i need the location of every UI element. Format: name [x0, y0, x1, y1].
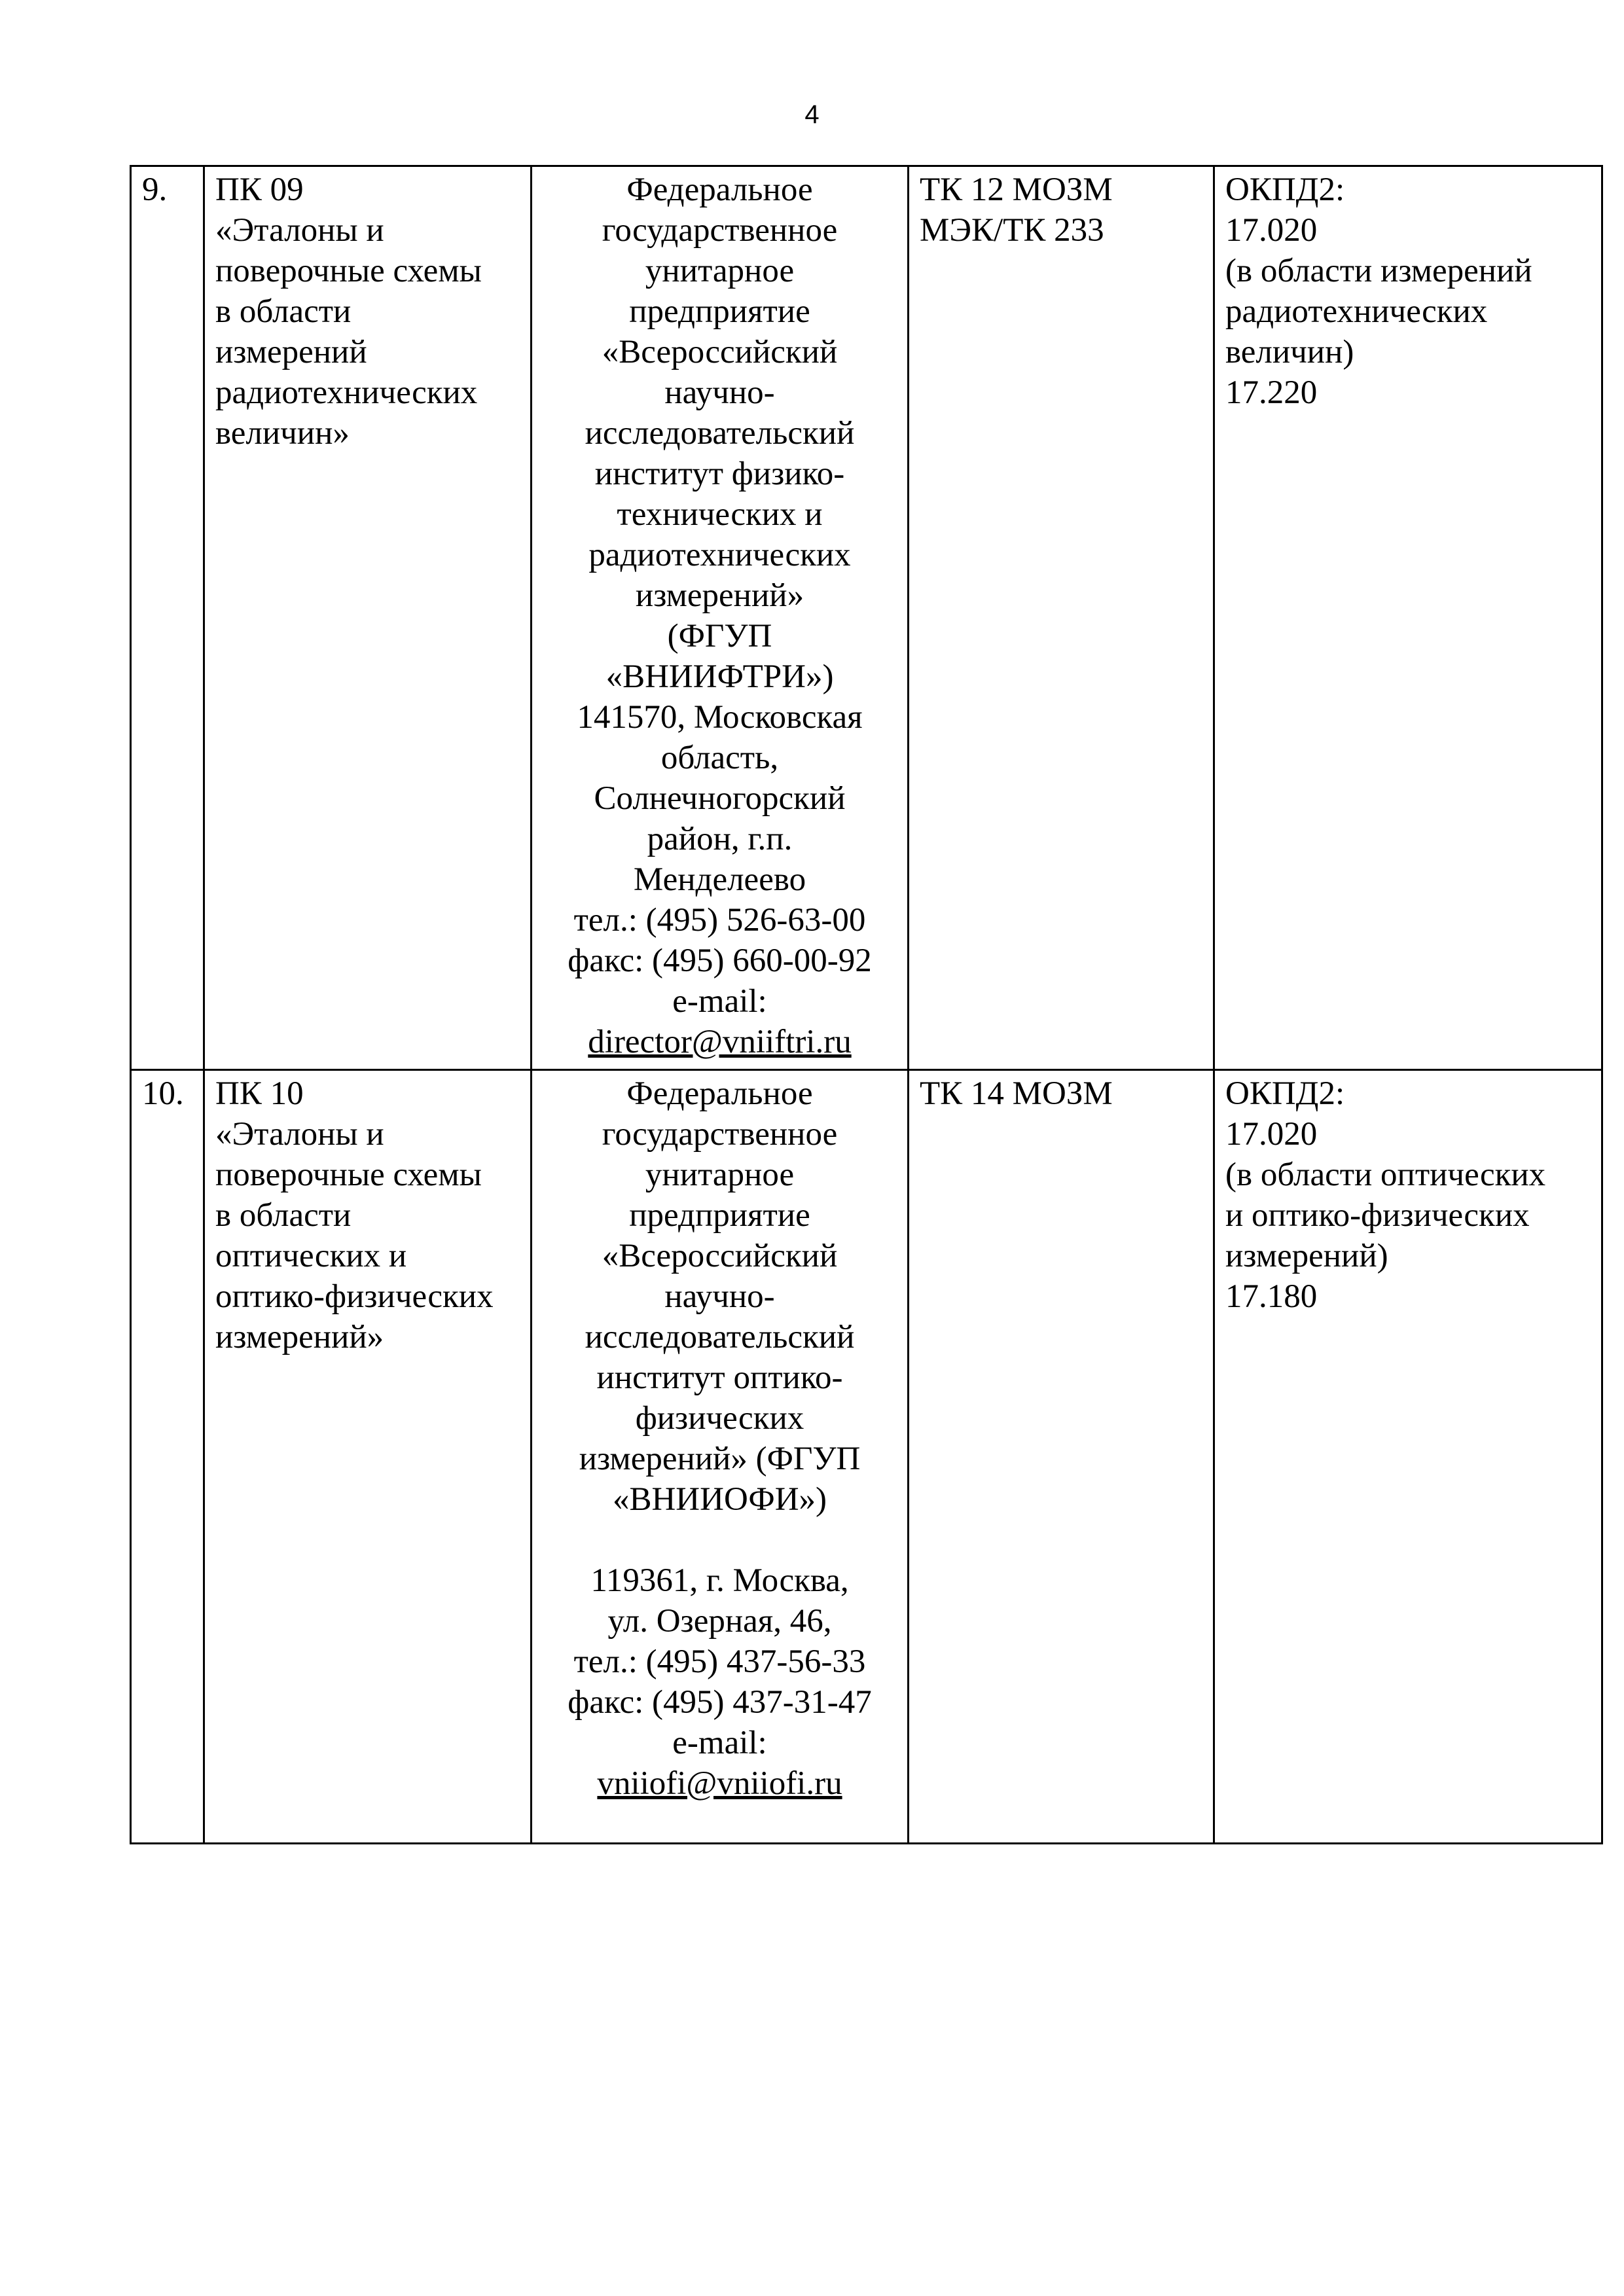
org-address-line: Менделеево	[633, 861, 806, 898]
org-line: научно-	[664, 1278, 775, 1315]
table-row	[131, 1070, 1602, 1844]
org-line: технических и	[617, 496, 823, 533]
committee-title-line: «Эталоны и	[215, 212, 384, 249]
org-address-line: район, г.п.	[647, 821, 793, 857]
org-fax: факс: (495) 437-31-47	[568, 1684, 872, 1721]
org-line: «ВНИИОФИ»)	[612, 1481, 827, 1518]
technical-committee-cell	[909, 166, 1214, 1070]
org-line: государственное	[602, 1116, 838, 1153]
okpd-line: измерений)	[1225, 1238, 1388, 1274]
committee-cell	[204, 166, 532, 1070]
committee-title-line: в области	[215, 293, 352, 330]
tk-line: МЭК/ТК 233	[920, 212, 1104, 249]
org-line: Федеральное	[626, 171, 813, 208]
org-line: предприятие	[629, 293, 810, 330]
tk-line: ТК 14 МОЗМ	[920, 1075, 1113, 1112]
committee-code: ПК 10	[215, 1075, 304, 1112]
org-line: измерений»	[635, 577, 804, 614]
okpd-line: (в области измерений	[1225, 253, 1532, 289]
org-line: предприятие	[629, 1197, 810, 1234]
committee-title-line: в области	[215, 1197, 352, 1234]
okpd-line: ОКПД2:	[1225, 171, 1345, 208]
org-line: унитарное	[645, 1157, 795, 1193]
committee-title-line: «Эталоны и	[215, 1116, 384, 1153]
org-line: институт оптико-	[596, 1359, 843, 1396]
technical-committee-cell	[909, 1070, 1214, 1844]
org-line: физических	[635, 1400, 804, 1437]
org-email-link[interactable]: director@vniiftri.ru	[588, 1024, 852, 1060]
org-line: научно-	[664, 374, 775, 411]
committee-title-line: радиотехнических	[215, 374, 478, 411]
org-line: «Всероссийский	[602, 334, 838, 370]
org-email-link[interactable]: vniiofi@vniiofi.ru	[597, 1765, 842, 1802]
committee-title-line: измерений	[215, 334, 367, 370]
blank-line	[543, 1520, 897, 1560]
org-line: унитарное	[645, 253, 795, 289]
org-line: «ВНИИФТРИ»)	[605, 658, 834, 695]
org-line: измерений» (ФГУП	[579, 1441, 861, 1477]
org-phone: тел.: (495) 526-63-00	[573, 902, 866, 939]
tk-line: ТК 12 МОЗМ	[920, 171, 1113, 208]
row-number: 9.	[142, 171, 168, 208]
okpd-line: величин)	[1225, 334, 1354, 370]
org-line: (ФГУП	[667, 618, 772, 655]
okpd-line: (в области оптических	[1225, 1157, 1546, 1193]
committee-title-line: поверочные схемы	[215, 1157, 482, 1193]
org-address-line: область,	[660, 740, 779, 776]
okpd-cell	[1214, 166, 1602, 1070]
organization-cell	[532, 166, 909, 1070]
okpd-line: 17.020	[1225, 212, 1318, 249]
okpd-line: и оптико-физических	[1225, 1197, 1530, 1234]
org-line: исследовательский	[585, 1319, 855, 1355]
committee-title-line: оптических и	[215, 1238, 407, 1274]
org-email-label: e-mail:	[672, 1725, 767, 1761]
table-row	[131, 166, 1602, 1070]
row-number-cell	[131, 166, 204, 1070]
org-line: государственное	[602, 212, 838, 249]
organization-cell	[532, 1070, 909, 1844]
org-address-line: Солнечногорский	[594, 780, 846, 817]
okpd-line: 17.020	[1225, 1116, 1318, 1153]
committee-title-line: поверочные схемы	[215, 253, 482, 289]
org-email-label: e-mail:	[672, 983, 767, 1020]
committee-code: ПК 09	[215, 171, 304, 208]
org-address-line: 119361, г. Москва,	[590, 1562, 849, 1599]
committee-title-line: измерений»	[215, 1319, 384, 1355]
org-line: исследовательский	[585, 415, 855, 452]
okpd-line: радиотехнических	[1225, 293, 1488, 330]
committee-title-line: величин»	[215, 415, 350, 452]
org-line: институт физико-	[594, 456, 845, 492]
org-line: радиотехнических	[588, 537, 851, 573]
okpd-line: ОКПД2:	[1225, 1075, 1345, 1112]
okpd-cell	[1214, 1070, 1602, 1844]
committee-title-line: оптико-физических	[215, 1278, 494, 1315]
okpd-line: 17.180	[1225, 1278, 1318, 1315]
org-phone: тел.: (495) 437-56-33	[573, 1643, 866, 1680]
page-number: 4	[804, 100, 820, 129]
org-line: Федеральное	[626, 1075, 813, 1112]
org-line: «Всероссийский	[602, 1238, 838, 1274]
org-address-line: ул. Озерная, 46,	[607, 1603, 832, 1640]
row-number: 10.	[142, 1075, 184, 1112]
org-address-line: 141570, Московская	[577, 699, 863, 736]
committee-cell	[204, 1070, 532, 1844]
row-number-cell	[131, 1070, 204, 1844]
okpd-line: 17.220	[1225, 374, 1318, 411]
committee-table	[130, 165, 1603, 1844]
org-fax: факс: (495) 660-00-92	[568, 942, 872, 979]
